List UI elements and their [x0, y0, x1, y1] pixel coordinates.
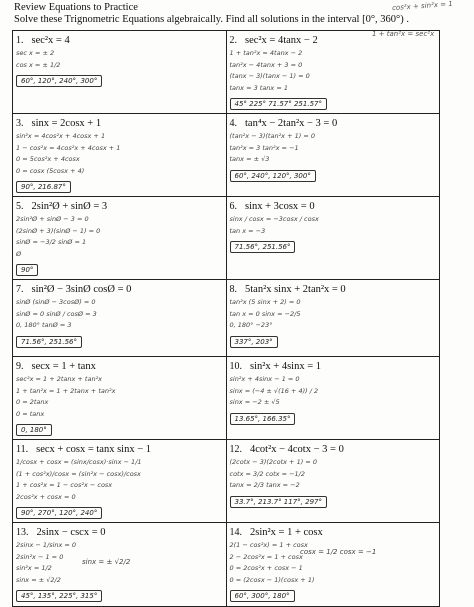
problem-equation: sinx = 2cosx + 1 — [31, 118, 102, 129]
handwritten-work-line: sinx = −2 ± √5 — [229, 398, 280, 406]
handwritten-work-line: tan x = 0 sinx = −2/5 — [229, 309, 301, 318]
handwritten-work-line: (tanx − 3)(tanx − 1) = 0 — [229, 72, 310, 80]
problem-number: 2. — [229, 35, 237, 46]
handwritten-work-line: 0 = (2cosx − 1)(cosx + 1) — [229, 575, 315, 584]
handwritten-work-line: 2cos²x + cosx = 0 — [16, 492, 76, 501]
handwritten-note: cosx = 1/2 cosx = −1 — [300, 548, 377, 556]
handwritten-work-line: 1 − cos²x = 4cos²x + 4cosx + 1 — [16, 143, 121, 152]
problem-statement — [16, 282, 223, 296]
problem-statement — [16, 116, 223, 130]
handwritten-work-line: 0 = cosx (5cosx + 4) — [16, 166, 85, 175]
problem-row — [13, 114, 440, 197]
problem-statement — [16, 359, 223, 373]
handwritten-work-line: 0 = 2cos²x + cosx − 1 — [229, 564, 303, 572]
problem-row — [13, 197, 440, 280]
worksheet-instructions: Solve these Trignometric Equations algebraically. Find all solutions in the interval [0°, 360°) . — [14, 14, 409, 25]
handwritten-note: sinx = ± √2/2 — [82, 558, 131, 566]
handwritten-work-line: sin²x = 4cos²x + 4cosx + 1 — [16, 132, 106, 140]
handwritten-work-line: 0, 180° −23° — [229, 321, 273, 329]
problem-number: 14. — [229, 527, 242, 538]
handwritten-work-line: tanx = 2/3 tanx = −2 — [229, 481, 300, 489]
handwritten-work-line: tan x = −3 — [229, 226, 266, 235]
handwritten-work-line: cotx = 3/2 cotx = −1/2 — [229, 469, 305, 478]
boxed-answer: 60°, 240°, 120°, 300° — [230, 170, 316, 182]
boxed-answer: 45° 225° 71.57° 251.57° — [230, 98, 327, 110]
handwritten-work-line: tanx = 3 tanx = 1 — [229, 83, 288, 92]
handwritten-work-line: 1 + tan²x = 1 + 2tanx + tan²x — [16, 386, 116, 395]
handwritten-work-line: (2cotx − 3)(2cotx + 1) = 0 — [229, 458, 317, 466]
problem-equation: 2sin²Ø + sinØ = 3 — [31, 201, 108, 212]
problem-cell — [226, 357, 440, 440]
problem-equation: tan⁴x − 2tan²x − 3 = 0 — [245, 118, 338, 129]
problem-cell — [226, 523, 440, 607]
handwritten-work-line: 2 − 2cos²x = 1 + cosx — [229, 552, 303, 561]
boxed-answer: 45°, 135°, 225°, 315° — [16, 590, 102, 602]
problem-statement — [230, 525, 437, 539]
problem-number: 12. — [229, 444, 242, 455]
handwritten-work-line: 1 + cos²x = 1 − cos²x − cosx — [16, 481, 113, 489]
problem-equation: 4cot²x − 4cotx − 3 = 0 — [250, 444, 344, 455]
problem-cell — [226, 197, 440, 280]
handwritten-work-line: tan²x − 4tanx + 3 = 0 — [229, 60, 303, 69]
problem-cell — [226, 280, 440, 357]
worksheet-header — [14, 2, 454, 26]
handwritten-work-line: Ø — [16, 249, 22, 258]
problem-number: 9. — [16, 361, 24, 372]
margin-note: cos²x + sin²x = 1 — [391, 0, 454, 13]
problem-cell — [13, 197, 227, 280]
boxed-answer: 13.65°, 166.35° — [230, 413, 296, 425]
problem-number: 1. — [16, 35, 24, 46]
handwritten-work-line: 0 = 5cos²x + 4cosx — [16, 155, 80, 163]
handwritten-work-line: tan²x = 3 tan²x = −1 — [229, 143, 299, 152]
problem-cell — [226, 114, 440, 197]
boxed-answer: 90° — [16, 264, 38, 276]
problem-statement — [230, 33, 437, 47]
handwritten-work-line: cos x = ± 1/2 — [16, 60, 61, 69]
problem-equation: 2sin²x = 1 + cosx — [250, 527, 323, 538]
handwritten-work-line: 0 = tanx — [16, 409, 45, 418]
handwritten-work-line: sinx / cosx = −3cosx / cosx — [229, 215, 319, 223]
handwritten-work-line: 2sin²x − 1 = 0 — [16, 552, 64, 561]
handwritten-work-line: sinØ = −3/2 sinØ = 1 — [16, 238, 87, 246]
handwritten-work-line: sin²x = 1/2 — [16, 564, 52, 572]
handwritten-work-line: (tan²x − 3)(tan²x + 1) = 0 — [229, 132, 315, 140]
problem-statement — [230, 359, 437, 373]
problem-row — [13, 440, 440, 523]
problem-equation: sin²x + 4sinx = 1 — [250, 361, 321, 372]
handwritten-work-line: sinØ (sinØ − 3cosØ) = 0 — [16, 298, 96, 306]
problem-number: 10. — [229, 361, 242, 372]
margin-note: 1 + tan²x = sec²x — [372, 30, 435, 38]
problem-number: 4. — [229, 118, 237, 129]
boxed-answer: 71.56°, 251.56° — [16, 336, 82, 348]
problem-cell — [13, 280, 227, 357]
problem-equation: sec²x = 4 — [31, 35, 70, 46]
problem-equation: 2sinx − cscx = 0 — [36, 527, 106, 538]
problem-statement — [230, 282, 437, 296]
problem-statement — [230, 116, 437, 130]
handwritten-work-line: 1 + tan²x = 4tanx − 2 — [229, 49, 303, 57]
problem-row — [13, 523, 440, 607]
boxed-answer: 33.7°, 213.7° 117°, 297° — [230, 496, 327, 508]
problem-equation: sin²Ø − 3sinØ cosØ = 0 — [31, 284, 132, 295]
problem-cell — [13, 357, 227, 440]
problem-statement — [16, 199, 223, 213]
handwritten-work-line: 0 = 2tanx — [16, 398, 49, 406]
problem-statement — [230, 442, 437, 456]
handwritten-work-line: 0, 180° tanØ = 3 — [16, 321, 72, 329]
problem-number: 7. — [16, 284, 24, 295]
problem-number: 11. — [16, 444, 29, 455]
problem-equation: sinx + 3cosx = 0 — [245, 201, 315, 212]
problem-number: 5. — [16, 201, 24, 212]
problem-number: 6. — [229, 201, 237, 212]
handwritten-work-line: sec²x = 1 + 2tanx + tan²x — [16, 375, 103, 383]
handwritten-work-line: 2(1 − cos²x) = 1 + cosx — [229, 541, 308, 549]
boxed-answer: 60°, 120°, 240°, 300° — [16, 75, 102, 87]
handwritten-work-line: (2sinØ + 3)(sinØ − 1) = 0 — [16, 226, 101, 235]
handwritten-work-line: sec x = ± 2 — [16, 49, 55, 57]
problem-statement — [16, 442, 223, 456]
boxed-answer: 0, 180° — [16, 424, 52, 436]
problem-statement — [16, 525, 223, 539]
problem-cell — [226, 440, 440, 523]
handwritten-work-line: tanx = ± √3 — [229, 155, 270, 163]
handwritten-work-line: 2sinx − 1/sinx = 0 — [16, 541, 77, 549]
handwritten-work-line: 2sin²Ø + sinØ − 3 = 0 — [16, 215, 89, 223]
problem-row — [13, 357, 440, 440]
problem-statement — [16, 33, 223, 47]
boxed-answer: 60°, 300°, 180° — [230, 590, 295, 602]
problem-cell — [13, 31, 227, 114]
problem-number: 13. — [16, 527, 29, 538]
problem-number: 3. — [16, 118, 24, 129]
problem-row — [13, 31, 440, 114]
problem-equation: 5tan²x sinx + 2tan²x = 0 — [245, 284, 346, 295]
handwritten-work-line: tan²x (5 sinx + 2) = 0 — [229, 298, 301, 306]
handwritten-work-line: (1 + cos²x)/cosx = (sin²x − cosx)/cosx — [16, 469, 141, 478]
problem-equation: secx + cosx = tanx sinx − 1 — [36, 444, 152, 455]
problem-number: 8. — [229, 284, 237, 295]
problem-cell — [13, 114, 227, 197]
boxed-answer: 71.56°, 251.56° — [230, 241, 296, 253]
problem-grid — [12, 30, 440, 607]
problem-cell — [13, 440, 227, 523]
problem-equation: secx = 1 + tanx — [31, 361, 96, 372]
handwritten-work-line: sin²x + 4sinx − 1 = 0 — [229, 375, 300, 383]
problem-cell — [226, 31, 440, 114]
worksheet-title: Review Equations to Practice — [14, 2, 138, 13]
boxed-answer: 90°, 270°, 120°, 240° — [16, 507, 102, 519]
boxed-answer: 337°, 203° — [230, 336, 278, 348]
handwritten-work-line: 1/cosx + cosx = (sinx/cosx)·sinx − 1/1 — [16, 458, 142, 466]
boxed-answer: 90°, 216.87° — [16, 181, 71, 193]
problem-statement — [230, 199, 437, 213]
handwritten-work-line: sinx = (−4 ± √(16 + 4)) / 2 — [229, 386, 319, 395]
problem-equation: sec²x = 4tanx − 2 — [245, 35, 318, 46]
problem-row — [13, 280, 440, 357]
handwritten-work-line: sinx = ± √2/2 — [16, 575, 61, 584]
handwritten-work-line: sinØ = 0 sinØ / cosØ = 3 — [16, 309, 97, 318]
